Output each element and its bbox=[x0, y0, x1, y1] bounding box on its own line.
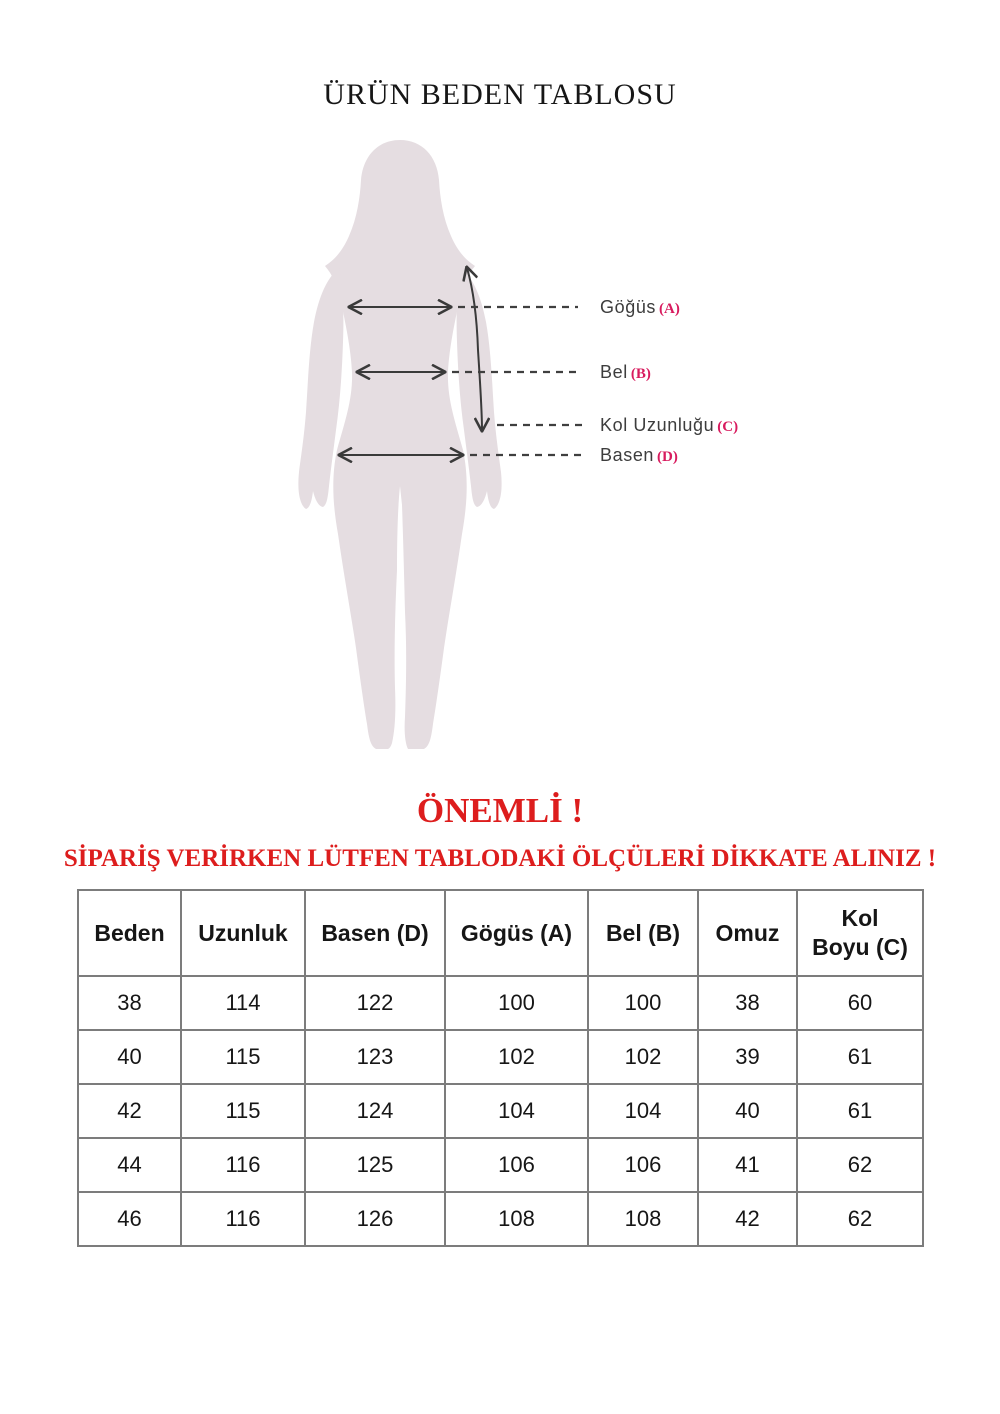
size-cell: 61 bbox=[797, 1084, 923, 1138]
size-cell: 115 bbox=[181, 1030, 305, 1084]
col-header-omuz: Omuz bbox=[698, 890, 797, 976]
size-cell: 102 bbox=[588, 1030, 698, 1084]
label-hip bbox=[600, 444, 678, 468]
size-cell: 108 bbox=[445, 1192, 588, 1246]
size-cell: 104 bbox=[445, 1084, 588, 1138]
size-cell: 40 bbox=[698, 1084, 797, 1138]
size-table bbox=[77, 889, 924, 1247]
col-header-bel: Bel (B) bbox=[588, 890, 698, 976]
size-cell: 62 bbox=[797, 1138, 923, 1192]
size-cell: 116 bbox=[181, 1192, 305, 1246]
size-cell: 44 bbox=[78, 1138, 181, 1192]
size-cell: 100 bbox=[588, 976, 698, 1030]
size-cell: 104 bbox=[588, 1084, 698, 1138]
label-hip-code: (D) bbox=[657, 449, 678, 465]
label-chest bbox=[600, 296, 680, 320]
size-cell: 41 bbox=[698, 1138, 797, 1192]
col-header-kol-boyu: Kol Boyu (C) bbox=[797, 890, 923, 976]
label-waist-text: Bel bbox=[600, 362, 628, 382]
page-title: ÜRÜN BEDEN TABLOSU bbox=[323, 78, 677, 111]
size-cell: 123 bbox=[305, 1030, 445, 1084]
size-cell: 125 bbox=[305, 1138, 445, 1192]
label-chest-code: (A) bbox=[659, 301, 680, 317]
warning-text: SİPARİŞ VERİRKEN LÜTFEN TABLODAKİ ÖLÇÜLERİ DİKKATE ALINIZ ! bbox=[63, 845, 937, 872]
table-row bbox=[78, 1084, 923, 1138]
table-row bbox=[78, 1192, 923, 1246]
size-cell: 115 bbox=[181, 1084, 305, 1138]
size-cell: 126 bbox=[305, 1192, 445, 1246]
body-silhouette bbox=[325, 140, 475, 749]
label-hip-text: Basen bbox=[600, 445, 655, 465]
table-row bbox=[78, 1030, 923, 1084]
col-header-uzunluk: Uzunluk bbox=[181, 890, 305, 976]
size-cell: 100 bbox=[445, 976, 588, 1030]
size-cell: 60 bbox=[797, 976, 923, 1030]
label-arm-length-code: (C) bbox=[717, 419, 739, 435]
important-heading: ÖNEMLİ ! bbox=[416, 791, 584, 830]
size-cell: 61 bbox=[797, 1030, 923, 1084]
size-cell: 38 bbox=[78, 976, 181, 1030]
size-cell: 38 bbox=[698, 976, 797, 1030]
table-row bbox=[78, 1138, 923, 1192]
size-cell: 124 bbox=[305, 1084, 445, 1138]
size-cell: 46 bbox=[78, 1192, 181, 1246]
size-cell: 106 bbox=[445, 1138, 588, 1192]
size-cell: 42 bbox=[698, 1192, 797, 1246]
label-arm-length-text: Kol Uzunluğu bbox=[600, 415, 715, 435]
size-cell: 106 bbox=[588, 1138, 698, 1192]
col-header-beden: Beden bbox=[78, 890, 181, 976]
size-cell: 114 bbox=[181, 976, 305, 1030]
size-cell: 39 bbox=[698, 1030, 797, 1084]
label-chest-text: Göğüs bbox=[600, 297, 657, 317]
size-cell: 102 bbox=[445, 1030, 588, 1084]
header-row bbox=[78, 890, 923, 976]
col-header-basen: Basen (D) bbox=[305, 890, 445, 976]
size-cell: 62 bbox=[797, 1192, 923, 1246]
label-waist bbox=[600, 361, 651, 385]
size-cell: 40 bbox=[78, 1030, 181, 1084]
size-cell: 116 bbox=[181, 1138, 305, 1192]
size-cell: 108 bbox=[588, 1192, 698, 1246]
table-row bbox=[78, 976, 923, 1030]
col-header-gogus: Gögüs (A) bbox=[445, 890, 588, 976]
label-arm-length bbox=[600, 414, 738, 438]
size-cell: 122 bbox=[305, 976, 445, 1030]
size-cell: 42 bbox=[78, 1084, 181, 1138]
label-waist-code: (B) bbox=[630, 366, 651, 382]
